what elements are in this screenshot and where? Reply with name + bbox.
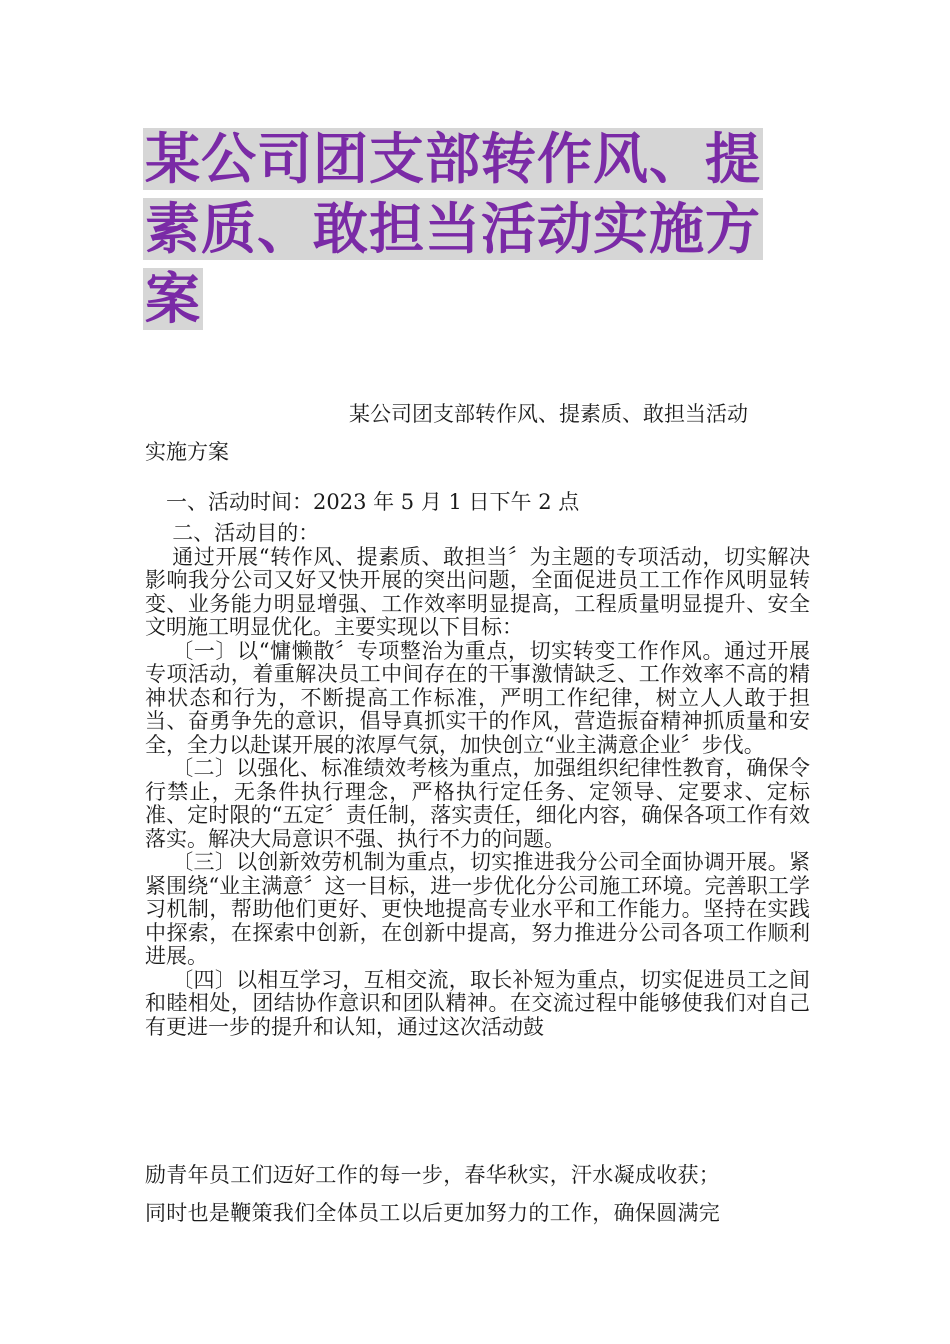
body-text xyxy=(145,522,810,1039)
paragraph-intro: 通过开展“转作风、提素质、敢担当〞为主题的专项活动，切实解决影响我分公司又好又快开展的突出问题，全面促进员工工作作风明显转变、业务能力明显增强、工作效率明显提高，工程质量明显提升、安全文明施工明显优化。主要实现以下目标： xyxy=(145,544,810,639)
title-line-2: 素质、敢担当活动实施方 xyxy=(145,197,762,261)
subtitle-line-2: 实施方案 xyxy=(145,440,229,464)
title-line-3: 案 xyxy=(145,267,202,331)
paragraph-item-4: 〔四〕以相互学习，互相交流，取长补短为重点，切实促进员工之间和睦相处，团结协作意识和团队精神。在交流过程中能够使我们对自己有更进一步的提升和认知，通过这次活动鼓 xyxy=(145,967,810,1039)
paragraph-item-1: 〔一〕以“慵懒散〞专项整治为重点，切实转变工作作风。通过开展专项活动，着重解决员工中间存在的干事激情缺乏、工作效率不高的精神状态和行为，不断提高工作标准，严明工作纪律，树立人人敢于担当、奋勇争先的意识，倡导真抓实干的作风，营造振奋精神抓质量和安全，全力以赴谋开展的浓厚气氛，加快创立“业主满意企业〞步伐。 xyxy=(145,638,810,757)
document-title xyxy=(143,128,813,338)
paragraph-continuation-1: 励青年员工们迈好工作的每一步，春华秋实，汗水凝成收获； xyxy=(145,1163,721,1187)
paragraph-continuation-2: 同时也是鞭策我们全体员工以后更加努力的工作，确保圆满完 xyxy=(145,1201,721,1225)
subtitle-line-1: 某公司团支部转作风、提素质、敢担当活动 xyxy=(349,402,748,426)
title-line-1: 某公司团支部转作风、提 xyxy=(145,127,762,191)
paragraph-item-3: 〔三〕以创新效劳机制为重点，切实推进我分公司全面协调开展。紧紧围绕“业主满意〞这一目标，进一步优化分公司施工环境。完善职工学习机制，帮助他们更好、更快地提高专业水平和工作能力。坚持在实践中探索，在探索中创新，在创新中提高，努力推进分公司各项工作顺利进展。 xyxy=(145,850,810,968)
section-purpose-heading: 二、活动目的： xyxy=(172,521,320,545)
paragraph-item-2: 〔二〕以强化、标准绩效考核为重点，加强组织纪律性教育，确保令行禁止，无条件执行理念，严格执行定任务、定领导、定要求、定标准、定时限的“五定〞责任制，落实责任，细化内容，确保各项工作有效落实。解决大局意识不强、执行不力的问题。 xyxy=(145,756,810,851)
section-activity-time: 一、活动时间：2023 年 5 月 1 日下午 2 点 xyxy=(166,490,580,514)
